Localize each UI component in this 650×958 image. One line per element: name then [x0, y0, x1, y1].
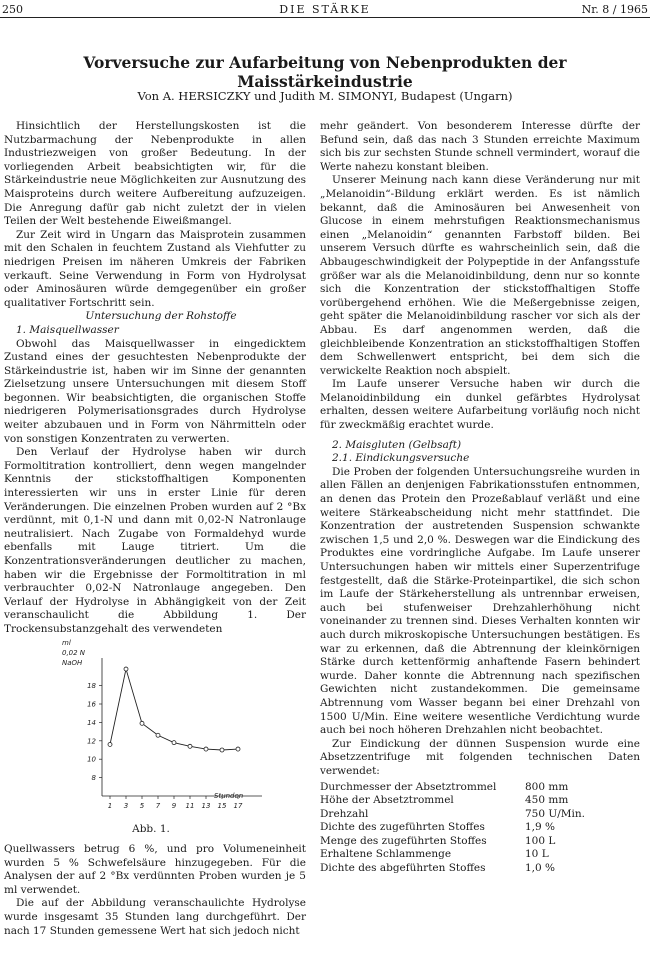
x-tick-label: 7: [155, 802, 161, 810]
data-point: [204, 747, 208, 751]
paragraph: Obwohl das Maisquellwasser in eingedicktem Zustand eines der gesuchtesten Nebenprodukte der Stärkeindustrie ist, haben wir im Sinne der genannten Zielsetzung unsere Untersuchungen mit diesem Stoff begonnen. Wir beabsichtigten, die organischen Stoffe niedrigeren Polymerisationsgrades durch Hydrolyse weiter abzubauen und in Form von Nährmitteln oder von sonstigen Konzentraten zu verwerten.: [4, 337, 306, 445]
paragraph: Quellwassers betrug 6 %, und pro Volumeneinheit wurden 5 % Schwefelsäure hinzugegeben. Für die Analysen der auf 2 °Bx verdünnten Proben wurden je 5 ml verwendet.: [4, 843, 306, 896]
paragraph: Zur Eindickung der dünnen Suspension wurde eine Absetzzentrifuge mit folgenden technischen Daten verwendet:: [320, 737, 640, 777]
hydrolysis-chart: [62, 636, 282, 836]
spec-row: [320, 794, 640, 808]
y-tick-label: 18: [87, 682, 96, 691]
article-authors: Von A. HERSICZKY und Judith M. SIMONYI, Budapest (Ungarn): [137, 89, 513, 103]
spec-value: 450 mm: [525, 794, 569, 807]
spec-row: [320, 862, 640, 876]
figure-caption: Abb. 1.: [132, 823, 170, 835]
series-line: [110, 669, 238, 750]
y-tick-label: 14: [87, 718, 96, 727]
x-tick-label: 5: [139, 802, 145, 810]
right-column: [320, 120, 640, 876]
y-tick-label: 10: [87, 755, 96, 764]
y-tick-label: 8: [91, 774, 96, 783]
data-point: [188, 744, 192, 748]
spec-row: [320, 781, 640, 795]
spec-label: Dichte des zugeführten Stoffes: [320, 821, 485, 834]
paragraph: Im Laufe unserer Versuche haben wir durch die Melanoidinbildung ein dunkel gefärbtes Hydrolysat erhalten, dessen weitere Aufarbeitung vorläufig noch nicht für zweckmäßig erachtet wurde.: [320, 378, 640, 432]
running-header: [0, 3, 650, 18]
spec-label: Dichte des abgeführten Stoffes: [320, 862, 486, 875]
subsection-heading: 2. Maisgluten (Gelbsaft): [332, 438, 462, 451]
data-point: [220, 748, 224, 752]
spec-row: [320, 848, 640, 862]
subsection-heading: 1. Maisquellwasser: [16, 323, 119, 336]
spec-row: [320, 821, 640, 835]
paragraph: mehr geändert. Von besonderem Interesse dürfte der Befund sein, daß das nach 3 Stunden erreichte Maximum sich bis zur sechsten Stunde schnell vermindert, worauf die Werte nahezu konstant bleiben.: [320, 120, 640, 173]
paragraph: Unserer Meinung nach kann diese Veränderung nur mit „Melanoidin“-Bildung erklärt werden. Es ist nämlich bekannt, daß die Aminosäuren bei Anwesenheit von Glucose in einem mehrstufigen Reaktionsmechanismus einen „Melanoidin“ genannten Farbstoff bilden. Bei unserem Versuch dürfte es wahrscheinlich sein, daß die Abbaugeschwindigkeit der Polypeptide in der Anfangsstufe größer war als die Melanoidinbildung, denn nur so konnte sich die Konzentration der stickstoffhaltigen Stoffe vorübergehend erhöhen. Wie die Meßergebnisse zeigen, geht später die Melanoidinbildung rascher vor sich als der Abbau. Es darf angenommen werden, daß die gleichbleibende Konzentration an stickstoffhaltigen Stoffen dem Schwellenwert entspricht, bei dem sich die verwickelte Reaktion noch abspielt.: [320, 174, 640, 377]
left-column-bottom: [4, 843, 306, 938]
spec-value: 750 U/Min.: [525, 807, 585, 820]
x-tick-label: 9: [171, 802, 177, 810]
spec-value: 1,0 %: [525, 862, 556, 875]
article-title: Vorversuche zur Aufarbeitung von Nebenprodukten der Maisstärkeindustrie: [83, 53, 567, 91]
y-axis-label-line: NaOH: [62, 659, 83, 667]
spec-row: [320, 808, 640, 822]
paragraph: Den Verlauf der Hydrolyse haben wir durch Formoltitration kontrolliert, denn wegen mangelnder Kenntnis der stickstoffhaltigen Komponenten interessierten wir uns in erster Linie für deren Veränderungen. Die einzelnen Proben wurden auf 2 °Bx verdünnt, mit 0,1-N und dann mit 0,02-N Natronlauge neutralisiert. Nach Zugabe von Formaldehyd wurde ebenfalls mit Lauge titriert. Um die Konzentrationsveränderungen deutlicher zu machen, haben wir die Ergebnisse der Formoltitration in ml verbrauchter 0,02-N Natronlauge angegeben. Den Verlauf der Hydrolyse in Abhängigkeit von der Zeit veranschaulicht die Abbildung 1. Der Trockensubstanzgehalt des verwendeten: [4, 446, 306, 635]
x-tick-label: 1: [107, 802, 113, 810]
paragraph: Zur Zeit wird in Ungarn das Maisprotein zusammen mit den Schalen in feuchtem Zustand als Viehfutter zu niedrigen Preisen im näheren Umkreis der Fabriken verkauft. Seine Verwendung in Form von Hydrolysat oder Aminosäuren würde demgegenüber ein großer qualitativer Fortschritt sein.: [4, 228, 306, 309]
spec-value: 100 L: [525, 834, 556, 847]
x-tick-label: 11: [185, 802, 195, 810]
data-point: [140, 721, 144, 725]
x-tick-label: 15: [217, 802, 227, 810]
spec-label: Höhe der Absetztrommel: [320, 794, 454, 807]
x-axis-label: Stunden: [214, 792, 244, 800]
paragraph: Die Proben der folgenden Untersuchungsreihe wurden in allen Fällen an denjenigen Fabrikationsstufen entnommen, an denen das Protein den Prozeßablauf verläßt und eine weitere Stärkeabscheidung nicht mehr stattfindet. Die Konzentration der austretenden Suspension schwankte zwischen 1,5 und 2,0 %. Deswegen war die Eindickung des Produktes eine vordringliche Aufgabe. Im Laufe unserer Untersuchungen haben wir mittels einer Superzentrifuge festgestellt, daß die Stärke-Proteinpartikel, die sich schon im Laufe der Stärkeherstellung als untrennbar erweisen, auch bei stufenweiser Drehzahlerhöhung nicht voneinander zu trennen sind. Dieses Verhalten konnten wir auch durch mikroskopische Untersuchungen bestätigen. Es war zu erkennen, daß die Abtrennung der kleinkörnigen Stärke durch kettenförmig anhaftende Fasern behindert wurde. Daher konnte die Abtrennung nach spezifischen Gewichten nicht zustandekommen. Die gemeinsame Abtrennung vom Wasser begann bei einer Drehzahl von 1500 U/Min. Eine weitere wesentliche Verdichtung wurde auch bei noch höheren Drehzahlen nicht beobachtet.: [320, 465, 640, 737]
x-tick-label: 3: [123, 802, 129, 810]
y-axis-label-line: ml: [62, 639, 71, 647]
section-heading: Untersuchung der Rohstoffe: [85, 310, 237, 323]
y-tick-label: 16: [87, 700, 96, 709]
data-point: [108, 742, 112, 746]
spec-label: Erhaltene Schlammenge: [320, 848, 452, 861]
x-tick-label: 13: [201, 802, 211, 810]
data-point: [156, 733, 160, 737]
spec-value: 10 L: [525, 848, 549, 861]
journal-title: DIE STÄRKE: [279, 3, 371, 16]
data-point: [124, 667, 128, 671]
paragraph: Hinsichtlich der Herstellungskosten ist die Nutzbarmachung der Nebenprodukte in allen Industriezweigen von großer Bedeutung. In der vorliegenden Arbeit beabsichtigten wir, für die Stärkeindustrie neue Möglichkeiten zur Ausnutzung des Maisproteins durch weitere Aufbereitung aufzuzeigen. Die Anregung dafür gab nicht zuletzt der in vielen Teilen der Welt bestehende Eiweißmangel.: [4, 120, 306, 228]
centrifuge-spec-table: [320, 781, 640, 876]
left-column-top: [4, 120, 306, 637]
y-tick-label: 12: [87, 737, 96, 746]
y-axis-label-line: 0,02 N: [62, 649, 86, 657]
page-number: 250: [2, 3, 23, 16]
issue-number: Nr. 8 / 1965: [581, 3, 648, 16]
spec-label: Drehzahl: [320, 807, 369, 820]
spec-value: 1,9 %: [525, 821, 556, 834]
spec-row: [320, 835, 640, 849]
spec-label: Durchmesser der Absetztrommel: [320, 780, 497, 793]
x-tick-label: 17: [233, 802, 243, 810]
data-point: [172, 741, 176, 745]
paragraph: Die auf der Abbildung veranschaulichte Hydrolyse wurde insgesamt 35 Stunden lang durchgeführt. Der nach 17 Stunden gemessene Wert hat sich jedoch nicht: [4, 897, 306, 937]
spec-value: 800 mm: [525, 780, 569, 793]
spec-label: Menge des zugeführten Stoffes: [320, 834, 487, 847]
subsection-heading: 2.1. Eindickungsversuche: [332, 452, 470, 465]
data-point: [236, 747, 240, 751]
